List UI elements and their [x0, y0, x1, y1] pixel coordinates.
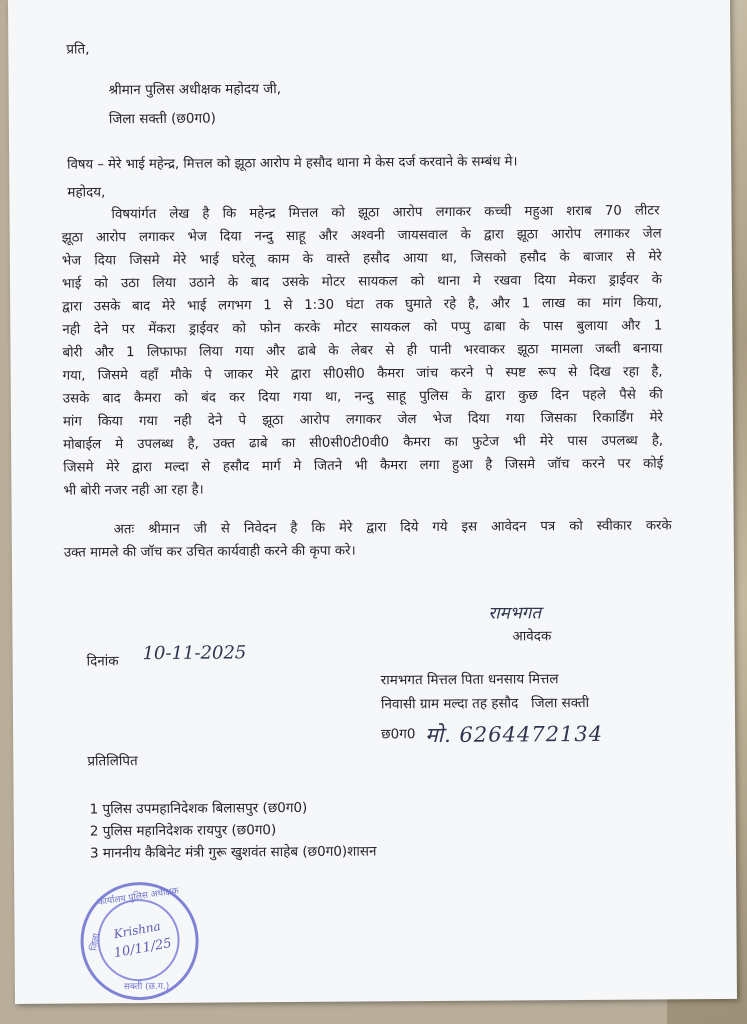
- applicant-state: छ0ग0: [381, 726, 416, 743]
- copy-item: 1 पुलिस उपमहानिदेशक बिलासपुर (छ0ग0): [89, 799, 308, 818]
- body-line: भाई को उठा लिया उठाने के बाद उसके मोटर सायकल को थाना मे रखवा दिया मेकरा ड्राईवर के: [61, 272, 663, 292]
- body-line: मांग किया गया नही देने पे झूठा आरोप लगाकर जेल भेज दिया गया जिसका रिकार्डिंग मेरे: [62, 410, 663, 430]
- addressee-line-1: श्रीमान पुलिस अधीक्षक महोदय जी,: [108, 81, 282, 99]
- greeting: महोदय,: [67, 184, 106, 201]
- body-line: बोरी और 1 लिफाफा लिया गया और ढाबे के लेबर से ही पानी भरवाकर झूठा मामला जब्ती बनाया: [62, 341, 663, 361]
- body-line: भेज दिया जिसमे मेरे भाई घरेलू काम के वास्ते हसौद आया था, जिसको हसौद के बाजार से मेरे: [61, 249, 662, 269]
- request-line: उक्त मामले की जॉच कर उचित कार्यवाही करने की कृपा करे।: [63, 543, 356, 561]
- office-seal: [80, 882, 199, 1001]
- applicant-address: निवासी ग्राम मल्दा तह हसौद जिला सक्ती: [380, 694, 590, 713]
- copy-item: 2 पुलिस महानिदेशक रायपुर (छ0ग0): [89, 822, 277, 840]
- applicant-name: रामभगत मित्तल पिता धनसाय मित्तल: [380, 671, 559, 689]
- date-value: 10-11-2025: [142, 642, 247, 665]
- body-line: उसके बाद कैमरा को बंद कर दिया गया था, नन्दु साहू पुलिस के द्वारा कुछ दिन पहले पैसे की: [62, 387, 663, 407]
- signature-label: आवेदक: [512, 628, 552, 645]
- body-line: जिसमे मेरे द्वारा मल्दा से हसौद मार्ग मे जितने भी कैमरा लगा हुआ है जिसमे जॉच करने पर कोई: [63, 456, 664, 476]
- letter-page: [8, 0, 737, 1004]
- seal-bottom-text: सक्ती (छ.ग.): [123, 981, 170, 993]
- seal-signature: Krishna: [112, 918, 162, 942]
- copy-item: 3 माननीय कैबिनेट मंत्री गुरू खुशवंत साहेब (छ0ग0)शासन: [89, 843, 377, 862]
- body-line: भी बोरी नजर नही आ रहा है।: [63, 482, 204, 499]
- body-line: झूठा आरोप लगाकर भेज दिया नन्दु साहू और अश्वनी जायसवाल के द्वारा झूठा आरोप लगाकर जेल: [61, 226, 662, 246]
- subject-line: विषय – मेरे भाई महेन्द्र, मित्तल को झूठा आरोप मे हसौद थाना मे केस दर्ज करवाने के सम्बंध मे।: [67, 154, 518, 173]
- body-line: द्वारा उसके बाद मेरे भाई लगभग 1 से 1:30 घंटा तक घुमाते रहे है, और 1 लाख का मांग किया,: [62, 295, 663, 315]
- request-line: अतः श्रीमान जी से निवेदन है कि मेरे द्वारा दिये गये इस आवेदन पत्र को स्वीकार करके: [113, 518, 672, 538]
- applicant-mobile: मो. 6264472134: [425, 721, 604, 748]
- addressee-line-2: जिला सक्ती (छ0ग0): [108, 110, 216, 128]
- body-line: विषयांर्गत लेख है कि महेन्द्र मित्तल को झूठा आरोप लगाकर कच्ची महुआ शराब 70 लीटर: [111, 203, 660, 223]
- copy-heading: प्रतिलिपित: [87, 753, 138, 770]
- seal-date: 10/11/25: [112, 935, 173, 962]
- seal-top-text: कार्यालय पुलिस अधीक्षक: [97, 886, 180, 909]
- applicant-signature: रामभगत: [488, 603, 542, 624]
- salutation-to: प्रति,: [66, 41, 90, 58]
- date-label: दिनांक: [86, 653, 119, 670]
- body-line: मोबाईल मे उपलब्ध है, उक्त ढाबे का सी0सी0टी0वी0 कैमरा का फुटेज भी मेरे पास उपलब्ध है,: [63, 433, 664, 453]
- seal-left-text: जिला: [89, 932, 103, 952]
- body-line: गया, जिसमे वहाँ मौके पे जाकर मेरे द्वारा सी0सी0 कैमरा जांच करने पे स्पष्ट रूप से दिख रहा है,: [62, 364, 663, 384]
- body-line: नही देने पर मेंकरा ड्राईवर को फोन करके मोटर सायकल को पप्पु ढाबा के पास बुलाया और 1: [62, 318, 663, 338]
